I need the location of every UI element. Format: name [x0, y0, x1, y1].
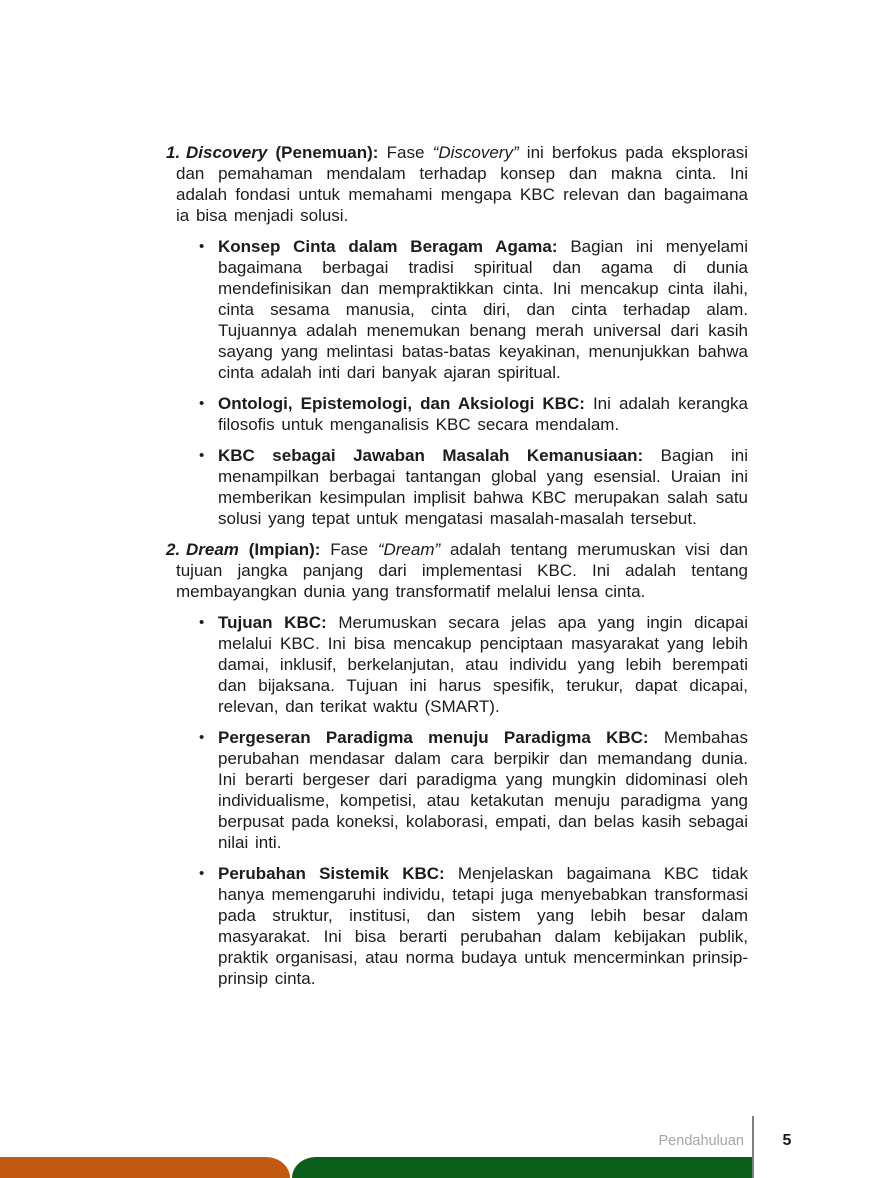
item-title-bold: (Penemuan): — [267, 143, 387, 162]
bullet-item — [199, 445, 749, 529]
bullet-paragraph — [218, 393, 748, 435]
bullet-text: Menjelaskan bagaimana KBC tidak hanya memengaruhi individu, tetapi juga menyebabkan transformasi pada struktur, institusi, dan sistem yang lebih besar dalam masyarakat. Ini bisa berarti perubahan dalam kebijakan publik, praktik organisasi, atau norma budaya untuk mencerminkan prinsip-prinsip cinta. — [218, 864, 748, 988]
bullet-icon: • — [199, 614, 205, 631]
item-intro-quoted: “Dream” — [377, 540, 441, 559]
bullet-lead: Tujuan KBC: — [218, 613, 327, 632]
bullet-text: Bagian ini menyelami bagaimana berbagai tradisi spiritual dan agama di dunia mendefinisikan dan mempraktikkan cinta. Ini mencakup cinta ilahi, cinta sesama manusia, cinta diri, dan cinta terhadap alam. Tujuannya adalah menemukan benang merah universal dari kasih sayang yang melintasi batas-batas keyakinan, menunjukkan bahwa cinta adalah inti dari banyak ajaran spiritual. — [218, 237, 749, 382]
bullet-item — [199, 612, 748, 717]
page-number: 5 — [782, 1132, 792, 1149]
bullet-paragraph — [218, 863, 748, 989]
bullet-lead: Perubahan Sistemik KBC: — [218, 864, 445, 883]
item-intro-pre: Fase — [330, 540, 378, 559]
bullet-item — [199, 727, 749, 853]
page-content — [166, 142, 748, 999]
bullet-icon: • — [199, 238, 205, 255]
bottom-bar-orange — [0, 1157, 290, 1178]
item-intro-paragraph — [176, 539, 748, 602]
item-intro-rest: adalah tentang merumuskan visi dan tujuan jangka panjang dari implementasi KBC. Ini adalah tentang membayangkan dunia yang transformatif melalui lensa cinta. — [176, 540, 748, 601]
item-title-bold: (Impian): — [238, 540, 331, 559]
bullet-paragraph — [218, 727, 748, 853]
bullet-text: Merumuskan secara jelas apa yang ingin dicapai melalui KBC. Ini bisa mencakup penciptaan masyarakat yang lebih damai, inklusif, berkelanjutan, atau individu yang lebih berempati dan bijaksana. Tujuan ini harus spesifik, terukur, dapat dicapai, relevan, dan terikat waktu (SMART). — [218, 613, 748, 716]
item-number: 2. — [166, 540, 181, 559]
bottom-bar-green — [292, 1157, 752, 1178]
item-intro-quoted: “Discovery” — [432, 143, 519, 162]
item-intro-paragraph — [176, 142, 748, 226]
bullet-lead: Pergeseran Paradigma menuju Paradigma KBC: — [218, 728, 649, 747]
bullet-paragraph — [218, 445, 748, 529]
bullet-paragraph — [218, 236, 748, 383]
bullet-lead: KBC sebagai Jawaban Masalah Kemanusiaan: — [218, 446, 644, 465]
bullet-icon: • — [199, 447, 205, 464]
footer-divider — [752, 1116, 754, 1178]
numbered-item-1 — [166, 142, 748, 226]
bullet-lead: Ontologi, Epistemologi, dan Aksiologi KBC: — [218, 394, 585, 413]
bullet-item — [199, 863, 748, 989]
bullet-text: Membahas perubahan mendasar dalam cara berpikir dan memandang dunia. Ini berarti bergeser dari paradigma yang mungkin didominasi oleh individualisme, kompetisi, atau ketakutan menuju paradigma yang berpusat pada koneksi, kolaborasi, empati, dan belas kasih sebagai nilai inti. — [218, 728, 749, 852]
bullet-item — [199, 236, 749, 383]
bullet-icon: • — [199, 395, 205, 412]
item-title-italic: Discovery — [186, 143, 268, 162]
bullet-item — [199, 393, 749, 435]
bullet-text: Ini adalah kerangka filosofis untuk menganalisis KBC secara mendalam. — [218, 394, 749, 434]
numbered-item-2 — [166, 539, 748, 602]
bullet-icon: • — [199, 729, 205, 746]
item-number: 1. — [166, 143, 181, 162]
item-intro-pre: Fase — [386, 143, 433, 162]
footer-section-label: Pendahuluan — [658, 1133, 744, 1149]
item-intro-rest: ini berfokus pada eksplorasi dan pemahaman mendalam terhadap konsep dan makna cinta. Ini adalah fondasi untuk memahami mengapa KBC relevan dan bagaimana ia bisa menjadi solusi. — [176, 143, 748, 225]
item-title-italic: Dream — [186, 540, 239, 559]
bullet-lead: Konsep Cinta dalam Beragam Agama: — [218, 237, 558, 256]
bullet-paragraph — [218, 612, 748, 717]
bullet-icon: • — [199, 865, 205, 882]
bullet-text: Bagian ini menampilkan berbagai tantangan global yang esensial. Uraian ini memberikan kesimpulan implisit bahwa KBC merupakan salah satu solusi yang tepat untuk mengatasi masalah-masalah tersebut. — [218, 446, 749, 528]
